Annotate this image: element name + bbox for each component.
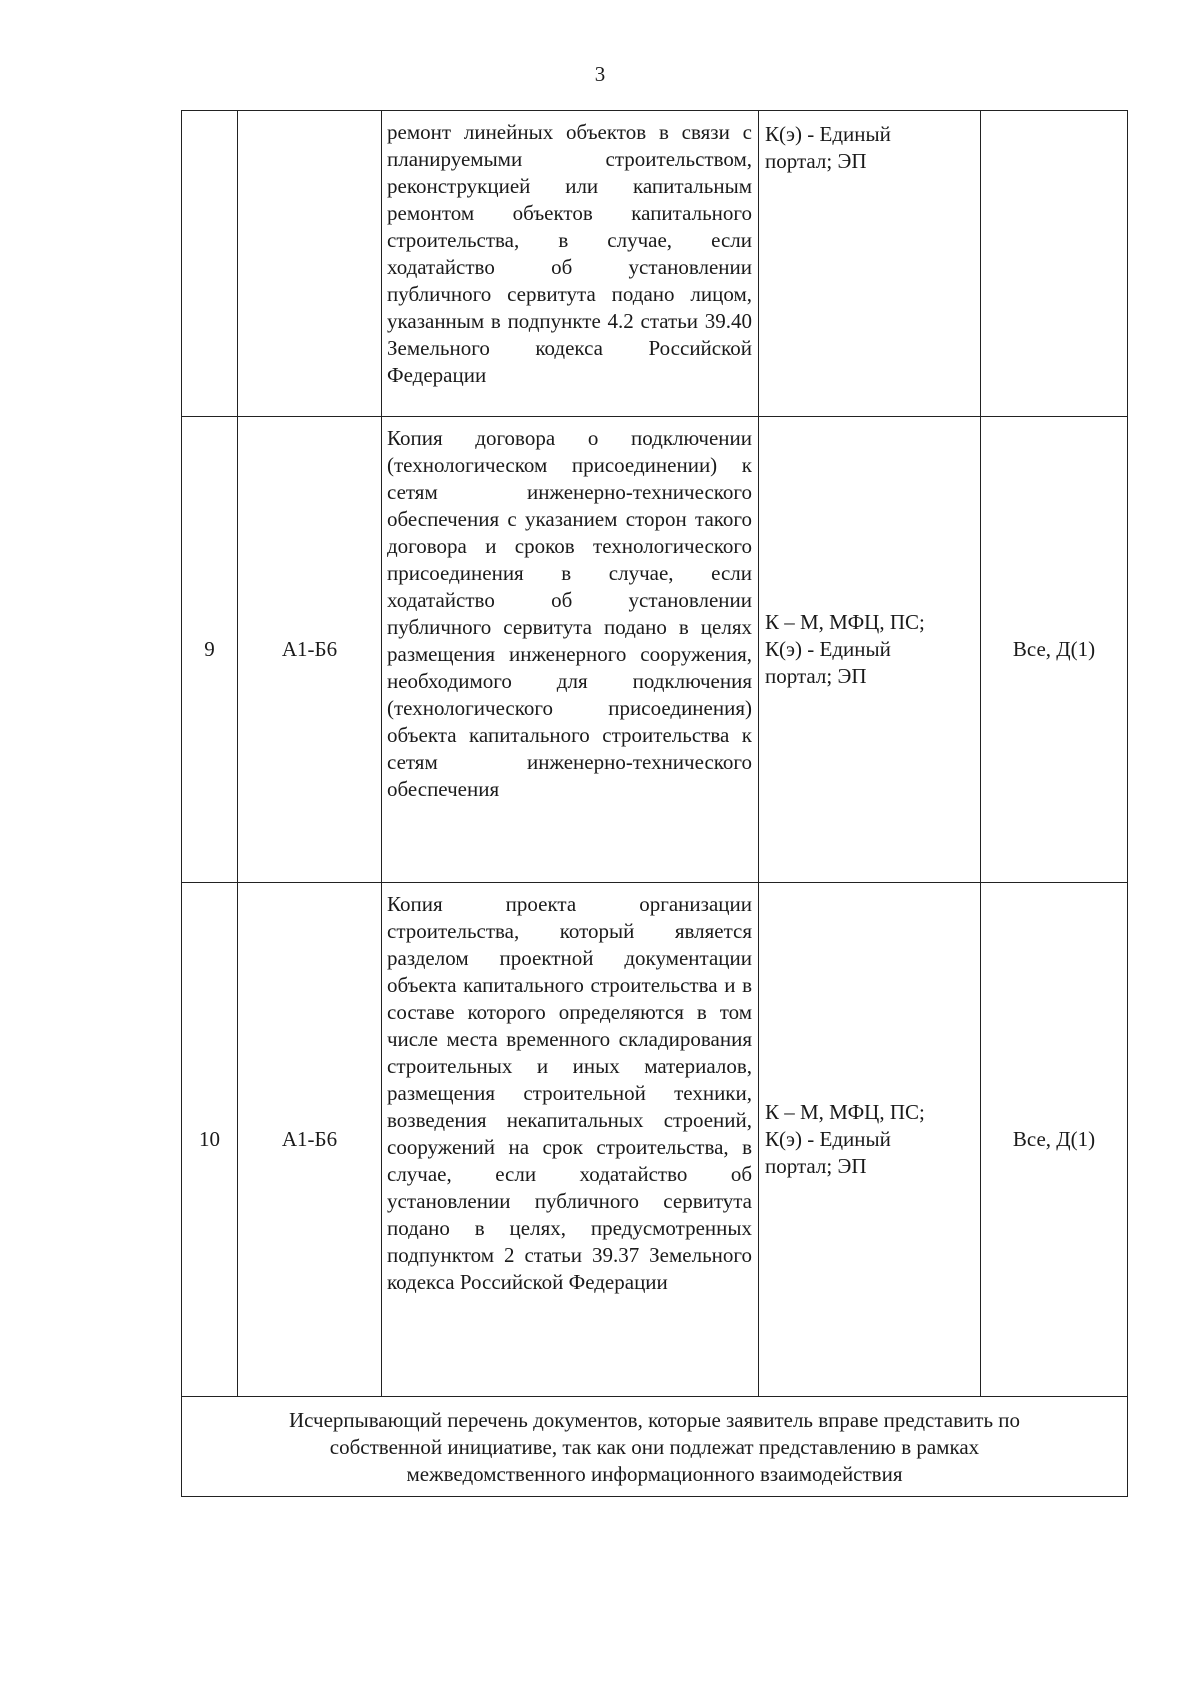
- row-number-cell: [182, 417, 238, 883]
- document-code: А1-Б6: [281, 637, 338, 661]
- submission-form-line: К – М, МФЦ, ПС;: [765, 610, 925, 634]
- table-row: [182, 417, 1128, 883]
- applicant-category: Все, Д(1): [1012, 1127, 1096, 1151]
- documents-table: [181, 110, 1128, 1497]
- document-description: ремонт линейных объектов в связи с планируемыми строительством, реконструкцией или капитальным ремонтом объектов капитального строительства, в случае, если ходатайство об установлении публичного сервитута подано лицом, указанным в подпункте 4.2 статьи 39.40 Земельного кодекса Российской Федерации: [387, 120, 752, 387]
- submission-form-line: К(э) - Единый: [765, 1127, 891, 1151]
- section-footer-cell: [182, 1397, 1128, 1497]
- submission-form-line: портал; ЭП: [765, 149, 867, 173]
- document-code-cell: [238, 111, 382, 417]
- row-number: 10: [199, 1127, 220, 1151]
- submission-form-cell: [759, 883, 981, 1397]
- applicant-category-cell: [981, 111, 1128, 417]
- row-number-cell: [182, 111, 238, 417]
- section-footer-line: Исчерпывающий перечень документов, которые заявитель вправе представить по: [288, 1408, 1021, 1432]
- document-description-cell: [382, 883, 759, 1397]
- row-number-cell: [182, 883, 238, 1397]
- table-row: [182, 111, 1128, 417]
- row-number: 9: [204, 637, 215, 661]
- submission-form-cell: [759, 417, 981, 883]
- submission-form-line: портал; ЭП: [765, 664, 867, 688]
- applicant-category-cell: [981, 883, 1128, 1397]
- document-code: А1-Б6: [281, 1127, 338, 1151]
- submission-form-line: К(э) - Единый: [765, 122, 891, 146]
- page-number: 3: [594, 62, 606, 86]
- submission-form-cell: [759, 111, 981, 417]
- document-description-cell: [382, 111, 759, 417]
- submission-form-line: К(э) - Единый: [765, 637, 891, 661]
- section-footer-row: [182, 1397, 1128, 1497]
- section-footer-line: собственной инициативе, так как они подлежат представлению в рамках: [329, 1435, 980, 1459]
- document-description: Копия проекта организации строительства, который является разделом проектной документации объекта капитального строительства и в составе которого определяются в том числе места временного складирования строительных и иных материалов, размещения строительной техники, возведения некапитальных строений, сооружений на срок строительства, в случае, если ходатайство об установлении публичного сервитута подано в целях, предусмотренных подпунктом 2 статьи 39.37 Земельного кодекса Российской Федерации: [387, 892, 752, 1294]
- document-description-cell: [382, 417, 759, 883]
- submission-form-line: портал; ЭП: [765, 1154, 867, 1178]
- table-row: [182, 883, 1128, 1397]
- document-description: Копия договора о подключении (технологическом присоединении) к сетям инженерно-технического обеспечения с указанием сторон такого договора и сроков технологического присоединения в случае, если ходатайство об установлении публичного сервитута подано в целях размещения инженерного сооружения, необходимого для подключения (технологического присоединения) объекта капитального строительства к сетям инженерно-технического обеспечения: [387, 426, 752, 801]
- applicant-category-cell: [981, 417, 1128, 883]
- submission-form-line: К – М, МФЦ, ПС;: [765, 1100, 925, 1124]
- section-footer-line: межведомственного информационного взаимодействия: [406, 1462, 903, 1486]
- applicant-category: Все, Д(1): [1012, 637, 1096, 661]
- document-code-cell: [238, 883, 382, 1397]
- document-code-cell: [238, 417, 382, 883]
